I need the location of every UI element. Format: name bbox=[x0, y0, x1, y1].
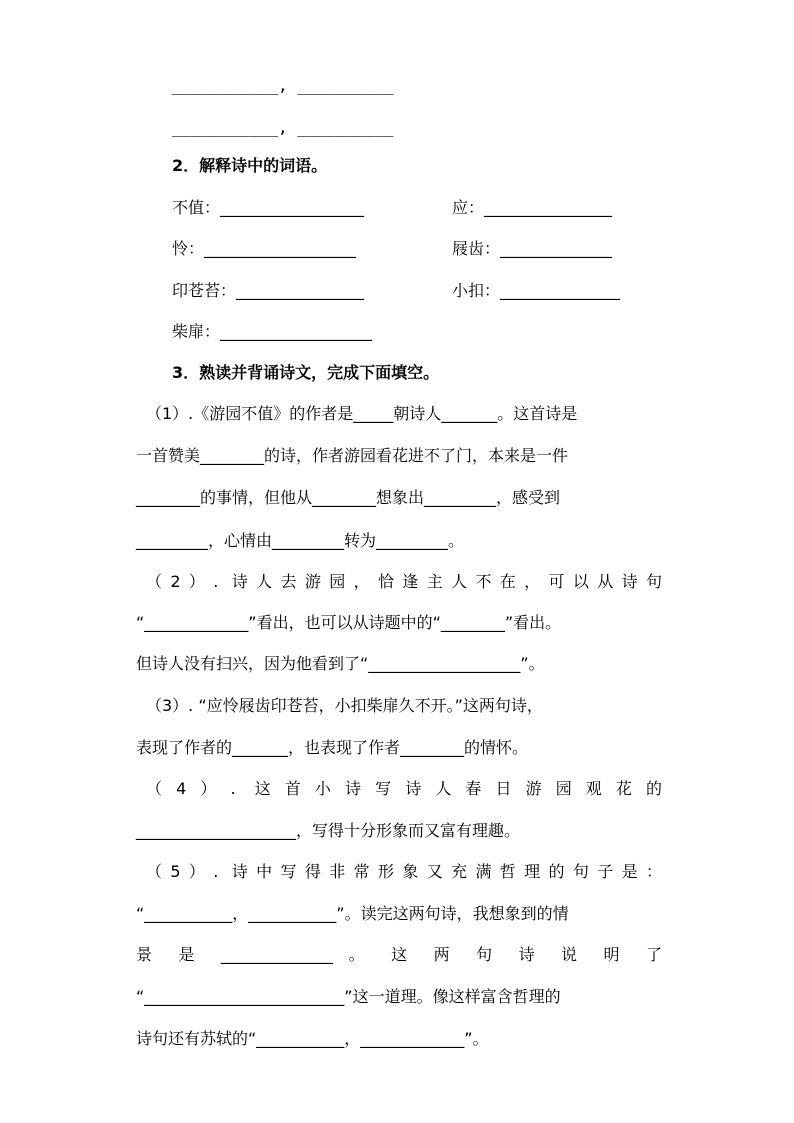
q2-heading: 2．解释诗中的词语。 bbox=[172, 156, 328, 175]
q3-line-5: （2）. 诗人去游园，恰逢主人不在，可以从诗句 bbox=[146, 572, 662, 591]
term-lian: 怜：___________________ bbox=[172, 239, 357, 258]
q3-line-4: _________，心情由_________转为_________。 bbox=[136, 531, 465, 550]
q3-line-3: ________的事情，但他从________想象出_________，感受到 bbox=[136, 488, 561, 507]
term-jichi: 屐齿：______________ bbox=[452, 239, 613, 258]
q3-line-14: 景 是 ______________ 。 这 两 句 诗 说 明 了 bbox=[136, 945, 662, 964]
q3-line-16: 诗句还有苏轼的“___________，_____________”。 bbox=[136, 1029, 489, 1048]
q3-line-7: 但诗人没有扫兴，因为他看到了“___________________”。 bbox=[136, 654, 545, 673]
q3-line-13: “___________，___________”。读完这两句诗，我想象到的情 bbox=[136, 904, 569, 923]
answer-line-1: ___________, __________ bbox=[172, 76, 394, 95]
term-xiaokou: 小扣：_______________ bbox=[452, 281, 621, 300]
q3-line-11: ____________________，写得十分形象而又富有理趣。 bbox=[136, 821, 521, 840]
term-yincangtai: 印苍苔：________________ bbox=[172, 281, 365, 300]
q3-line-1: （1）.《游园不值》的作者是_____朝诗人_______。这首诗是 bbox=[146, 404, 578, 423]
term-chaifei: 柴扉：___________________ bbox=[172, 322, 373, 341]
term-ying: 应：________________ bbox=[452, 198, 613, 217]
q3-line-10: （4）. 这首小诗写诗人春日游园观花的 bbox=[146, 779, 662, 798]
q3-line-15: “_________________________”这一道理。像这样富含哲理的 bbox=[136, 987, 561, 1006]
q3-line-12: （5）. 诗中写得非常形象又充满哲理的句子是： bbox=[146, 862, 662, 881]
q3-line-8: （3）. “应怜屐齿印苍苔，小扣柴扉久不开。”这两句诗， bbox=[146, 696, 543, 715]
q3-line-6: “_____________”看出，也可以从诗题中的“________”看出。 bbox=[136, 613, 562, 632]
q3-line-9: 表现了作者的_______，也表现了作者________的情怀。 bbox=[136, 738, 529, 757]
answer-line-2: ___________, __________ bbox=[172, 118, 394, 137]
q3-line-2: 一首赞美________的诗，作者游园看花进不了门，本来是一件 bbox=[136, 446, 569, 465]
q3-heading: 3．熟读并背诵诗文，完成下面填空。 bbox=[172, 363, 440, 382]
term-buzhi: 不值：__________________ bbox=[172, 198, 365, 217]
